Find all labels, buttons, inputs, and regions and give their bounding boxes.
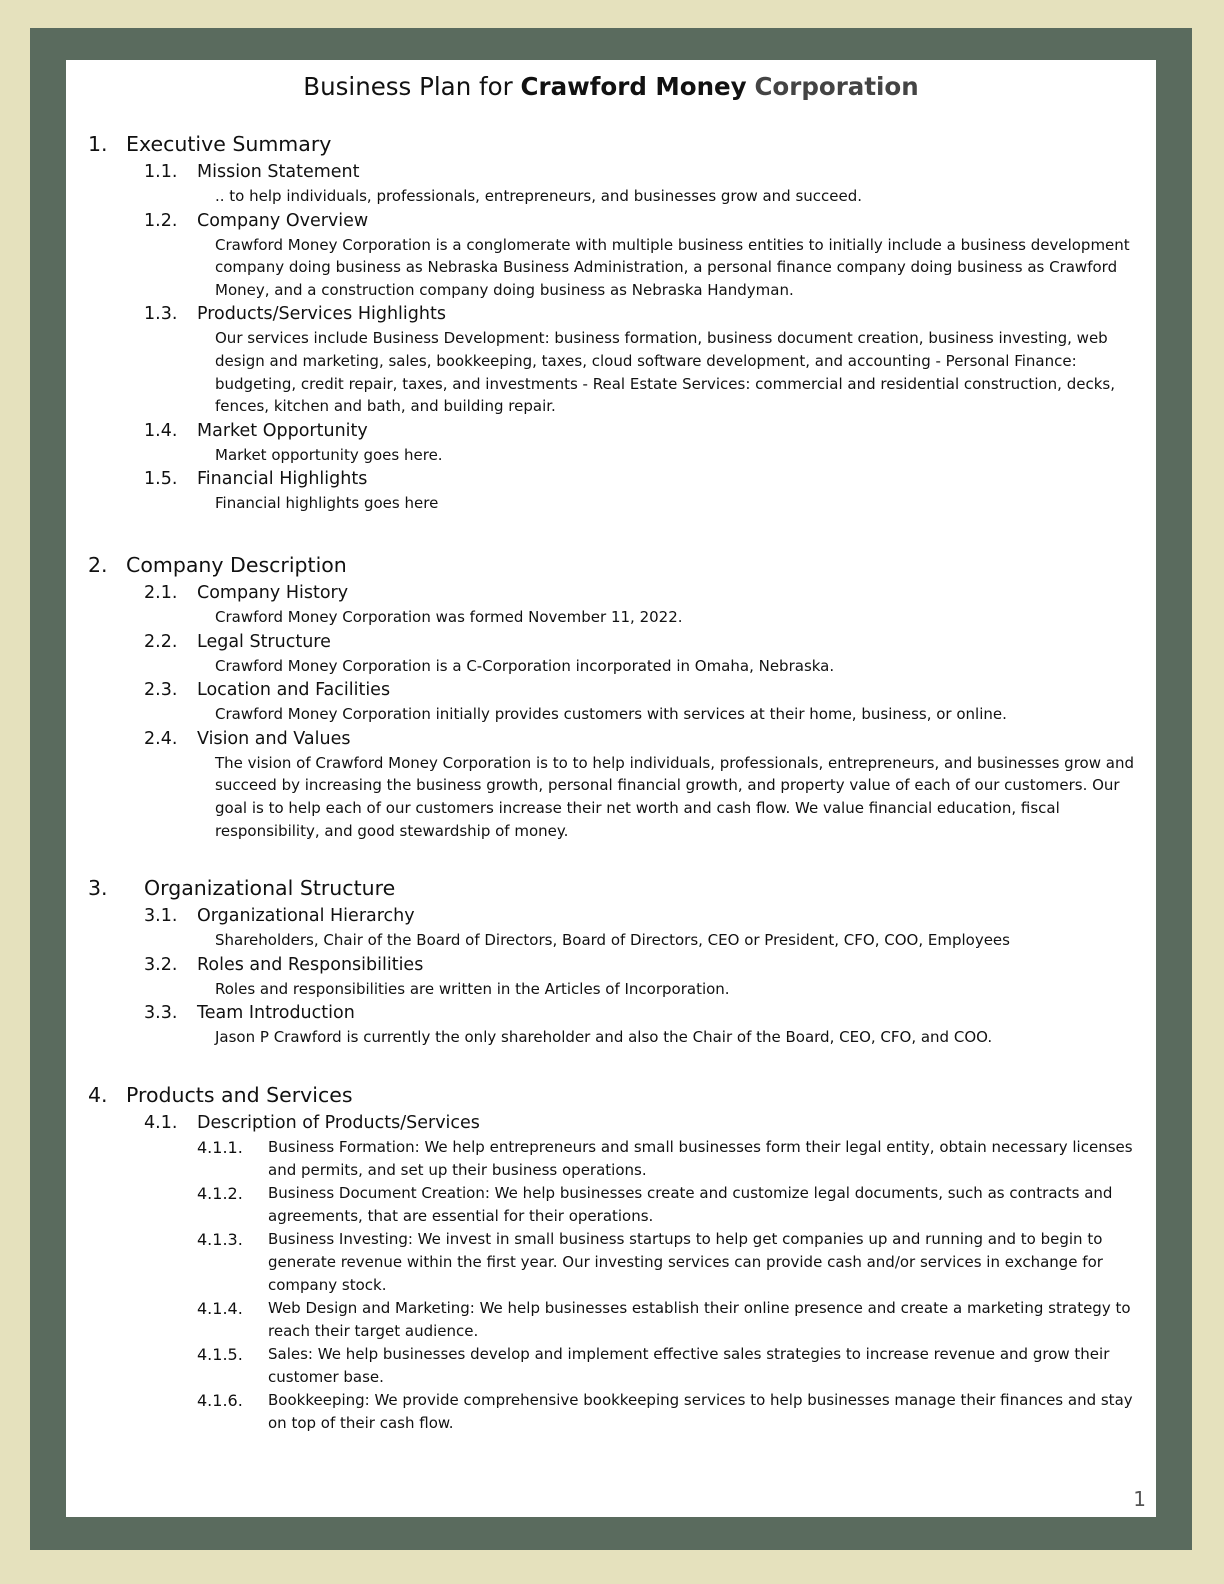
subsection-text: Crawford Money Corporation is a C-Corporation incorporated in Omaha, Nebraska. (215, 656, 835, 675)
subsection-heading: 1.5. Financial Highlights (144, 469, 368, 490)
list-item: 4.1.4. Web Design and Marketing: We help businesses establish their online presence and create a marketing strategy to reach their target audience. (197, 1298, 1131, 1340)
subsection-text: Market opportunity goes here. (215, 445, 443, 464)
subsection-heading: 1.2. Company Overview (144, 210, 369, 231)
document-page (66, 60, 1156, 1517)
subsection-heading: 1.3. Products/Services Highlights (144, 304, 446, 325)
subsection-text: Our services include Business Development: business formation, business document creation, business investing, web design and marketing, sales, bookkeeping, taxes, cloud software development, and accounting - Personal Finance: budgeting, credit repair, taxes, and investments - Real Estate Services: commercial and residential construction, decks, fences, kitchen and bath, and building repair. (215, 329, 1115, 416)
subsection-heading: 4.1. Description of Products/Services (144, 1112, 480, 1133)
title-prefix: Business Plan for (303, 72, 513, 101)
section-heading: 2. Company Description (88, 552, 347, 577)
list-item: 4.1.3. Business Investing: We invest in small business startups to help get companies up and running and to begin to generate revenue within the first year. Our investing services can provide cash and/or services in exchange for company stock. (197, 1229, 1103, 1294)
page-number: 1 (1133, 1487, 1146, 1511)
list-item: 4.1.5. Sales: We help businesses develop and implement effective sales strategies to increase revenue and grow their customer base. (197, 1344, 1110, 1386)
section-heading: 1. Executive Summary (88, 132, 332, 156)
subsection-heading: 2.4. Vision and Values (144, 728, 351, 749)
section-spacer (66, 516, 1156, 549)
section-organizational-structure (66, 872, 1156, 1049)
title-suffix: Corporation (754, 72, 919, 101)
subsection-heading: 2.2. Legal Structure (144, 631, 331, 652)
page-frame (30, 28, 1192, 1550)
list-item: 4.1.1. Business Formation: We help entrepreneurs and small businesses form their legal entity, obtain necessary licenses and permits, and set up their business operations. (197, 1137, 1133, 1179)
section-company-description (66, 549, 1156, 842)
section-spacer (66, 1050, 1156, 1079)
section-executive-summary (66, 128, 1156, 515)
document-title (66, 72, 1156, 101)
section-spacer (66, 843, 1156, 872)
subsection-text: Roles and responsibilities are written in the Articles of Incorporation. (215, 979, 730, 998)
subsection-heading: 1.1. Mission Statement (144, 162, 360, 182)
subsection-heading: 3.2. Roles and Responsibilities (144, 954, 424, 975)
section-products-and-services (66, 1079, 1156, 1435)
subsection-text: Crawford Money Corporation is a conglomerate with multiple business entities to initially include a business development company doing business as Nebraska Business Administration, a personal finance company doing business as Crawford Money, and a construction company doing business as Nebraska Handyman. (215, 235, 1130, 299)
subsection-heading: 2.1. Company History (144, 582, 349, 603)
subsection-text: .. to help individuals, professionals, entrepreneurs, and businesses grow and succeed. (215, 187, 863, 205)
subsection-text: Crawford Money Corporation initially provides customers with services at their home, business, or online. (215, 705, 1007, 724)
list-item: 4.1.2. Business Document Creation: We help businesses create and customize legal documents, such as contracts and agreements, that are essential for their operations. (197, 1183, 1113, 1225)
subsection-text: Financial highlights goes here (215, 494, 439, 513)
subsection-heading: 3.3. Team Introduction (144, 1003, 355, 1024)
subsection-heading: 3.1. Organizational Hierarchy (144, 906, 415, 927)
list-item: 4.1.6. Bookkeeping: We provide comprehensive bookkeeping services to help businesses manage their finances and stay on top of their cash flow. (197, 1390, 1133, 1432)
section-heading: 4. Products and Services (88, 1082, 353, 1107)
subsection-text: The vision of Crawford Money Corporation is to to help individuals, professionals, entrepreneurs, and businesses grow and succeed by increasing the business growth, personal financial growth, and property value of each of our customers. Our goal is to help each of our customers increase their net worth and cash flow. We value financial education, fiscal responsibility, and good stewardship of money. (215, 753, 1134, 840)
subsection-text: Crawford Money Corporation was formed November 11, 2022. (215, 607, 683, 626)
title-company: Crawford Money (520, 72, 747, 101)
subsection-text: Jason P Crawford is currently the only shareholder and also the Chair of the Board, CEO, CFO, and COO. (215, 1028, 993, 1047)
subsection-text: Shareholders, Chair of the Board of Directors, Board of Directors, CEO or President, CFO, COO, Employees (215, 931, 1010, 950)
document-body (66, 128, 1156, 1435)
subsection-heading: 1.4. Market Opportunity (144, 420, 368, 441)
subsection-heading: 2.3. Location and Facilities (144, 680, 391, 701)
section-heading: 3. Organizational Structure (88, 876, 396, 901)
